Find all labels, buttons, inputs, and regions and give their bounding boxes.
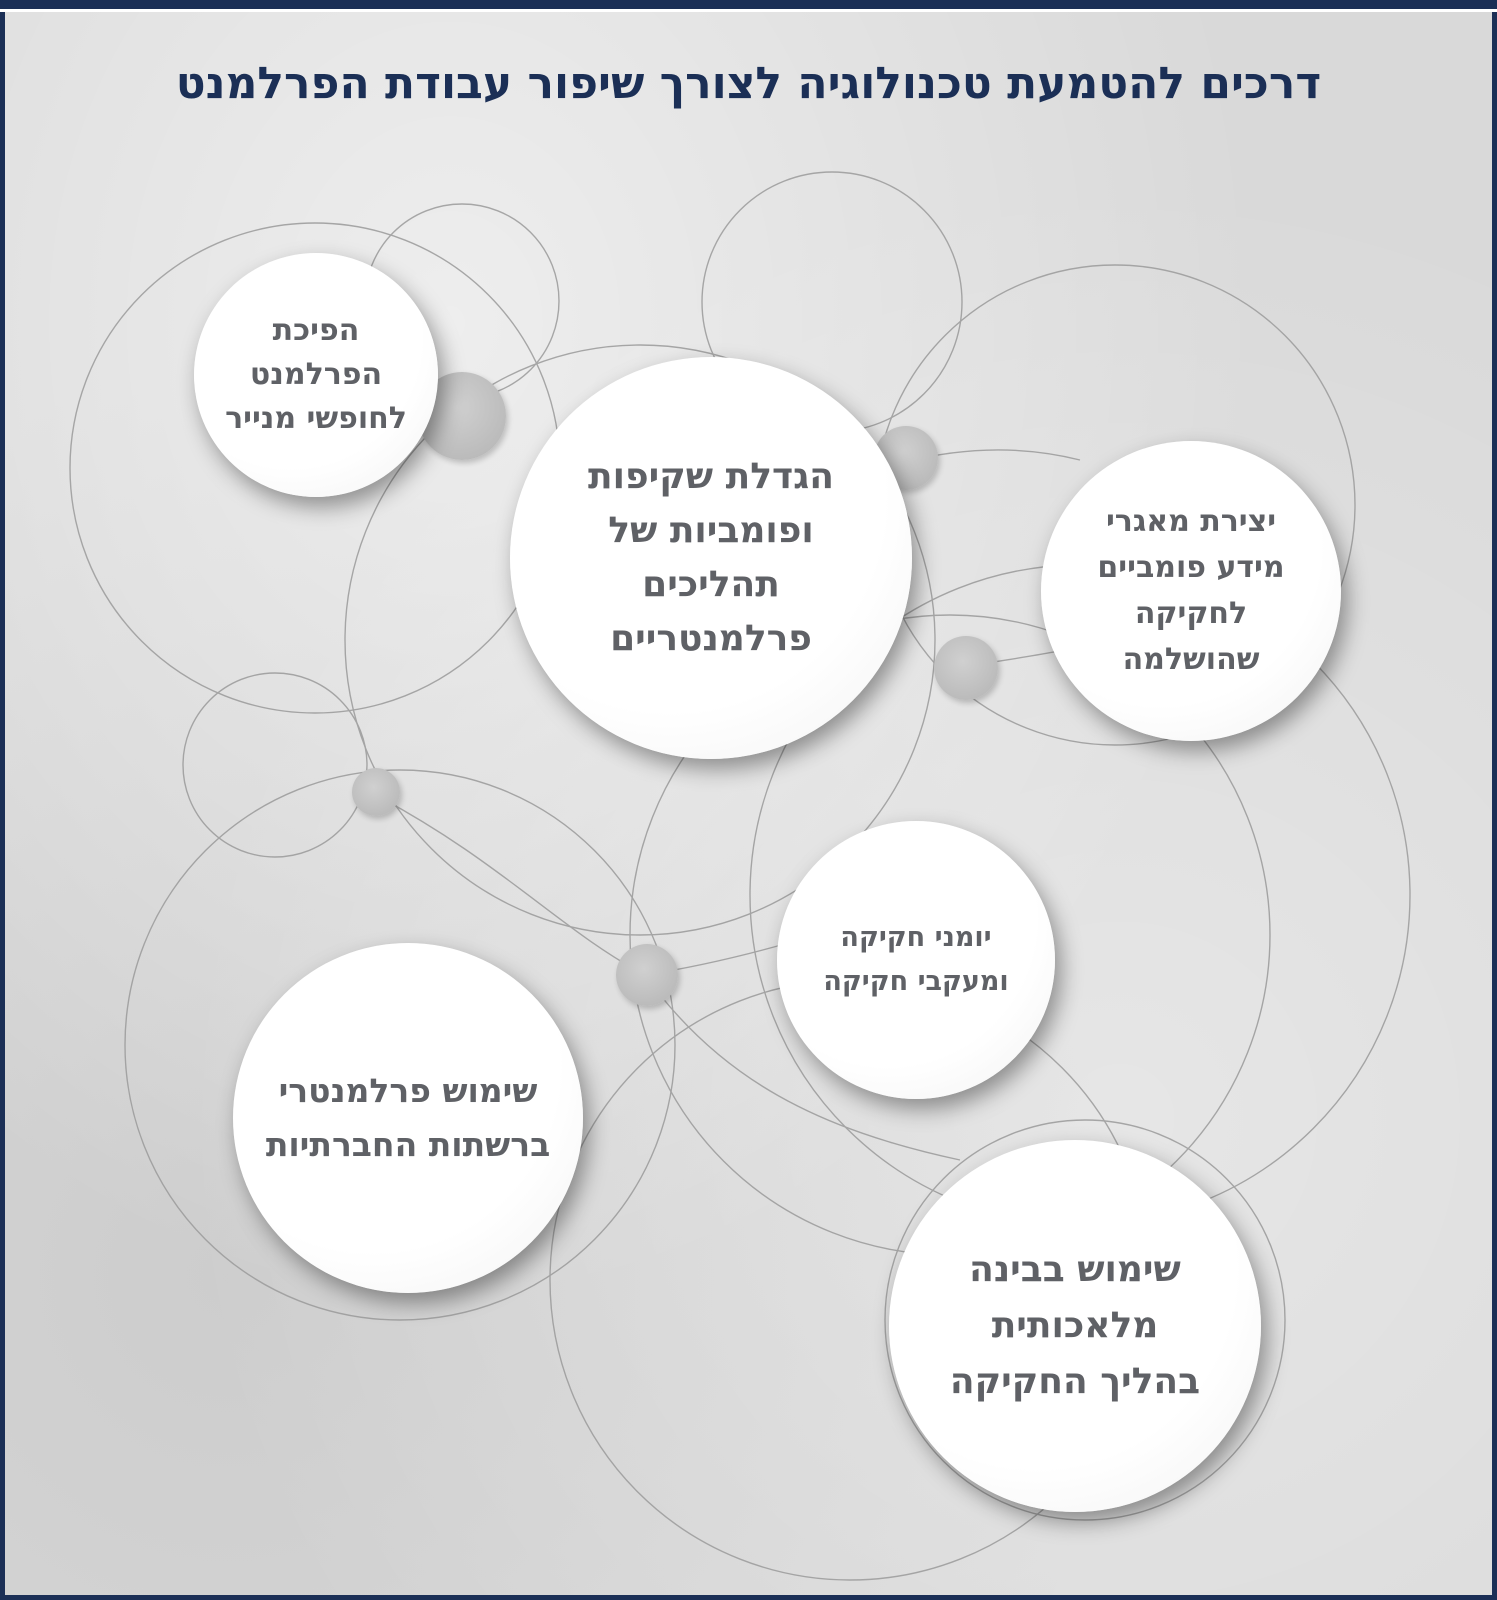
node-diaries-text: יומני חקיקה ומעקבי חקיקה	[823, 922, 1009, 997]
node-social	[233, 943, 583, 1293]
connector-dot-5	[616, 944, 678, 1006]
node-ai	[889, 1140, 1261, 1512]
ring-6	[183, 673, 367, 857]
node-transparency	[510, 357, 912, 759]
connector-dot-3	[934, 636, 998, 700]
node-paperless	[194, 253, 438, 497]
node-paperless-text: הפיכת הפרלמנט לחופשי מנייר	[225, 313, 407, 436]
node-social-text: שימוש פרלמנטרי ברשתות החברתיות	[265, 1071, 551, 1164]
connector-dot-4	[352, 768, 400, 816]
node-transparency-text: הגדלת שקיפות ופומביות של תהליכים פרלמנטריים	[588, 456, 834, 659]
page-title: דרכים להטמעת טכנולוגיה לצורך שיפור עבודת הפרלמנט	[175, 58, 1322, 109]
node-databases	[1041, 441, 1341, 741]
node-databases-text: יצירת מאגרי מידע פומביים לחקיקה שהושלמה	[1097, 504, 1285, 677]
node-ai-text: שימוש בבינה מלאכותית בהליך החקיקה	[949, 1249, 1201, 1402]
node-diaries	[777, 821, 1055, 1099]
